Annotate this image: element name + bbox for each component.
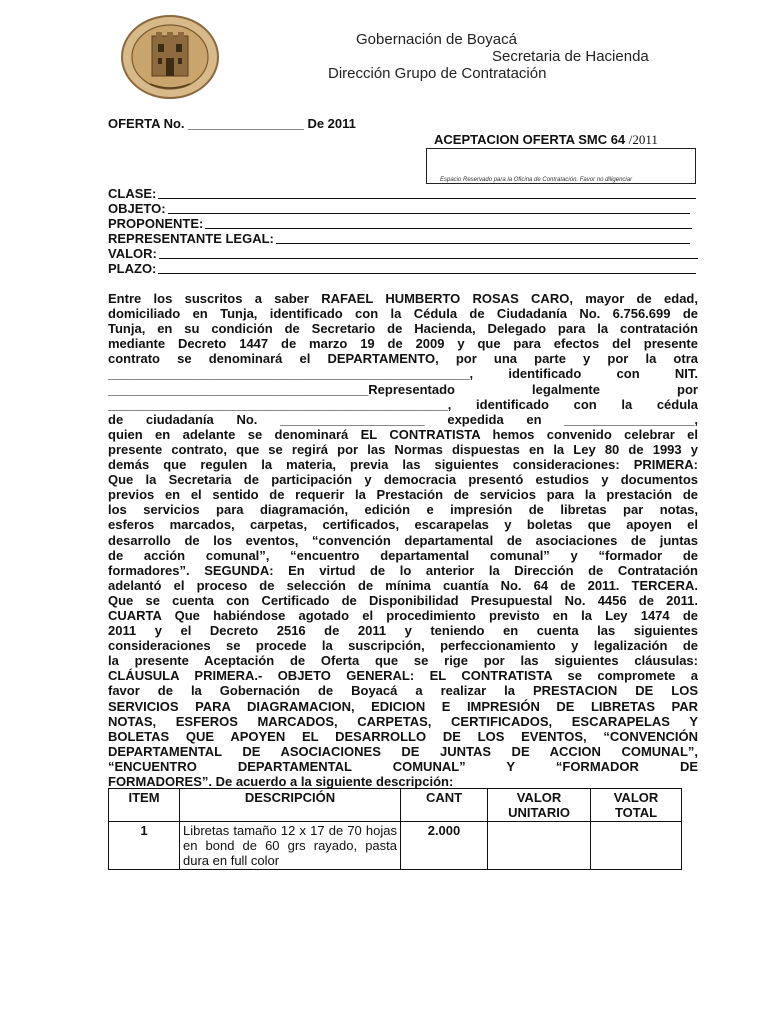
col-header-cant: CANT [401, 789, 488, 822]
body-line: FORMADORES”. De acuerdo a la siguiente descripción: [108, 774, 454, 789]
field-clase-line [158, 198, 696, 199]
body-line: mediante Decreto 1447 de marzo 19 de 2009 y que para efectos del presente [108, 336, 698, 352]
field-representante [108, 231, 690, 246]
col-header-valor-total: VALOR TOTAL [591, 789, 682, 822]
cell-descripcion: Libretas tamaño 12 x 17 de 70 hojas en bond de 60 grs rayado, pasta dura en full color [180, 822, 401, 870]
body-line: NOTAS, ESFEROS MARCADOS, CARPETAS, CERTIFICADOS, ESCARAPELAS Y [108, 713, 698, 729]
col-header-valor-unitario: VALOR UNITARIO [488, 789, 591, 822]
body-line: ____________________________________Representado legalmente por [108, 381, 698, 397]
field-objeto-label: OBJETO: [108, 201, 166, 216]
field-clase [108, 186, 696, 201]
field-plazo-label: PLAZO: [108, 261, 157, 276]
body-line: BOLETAS QUE APOYEN EL DESARROLLO DE LOS EVENTOS, “CONVENCIÓN [108, 728, 698, 744]
field-valor [108, 246, 698, 261]
gobernacion-seal-icon [120, 14, 220, 100]
body-line: demás que regulen la materia, previa las siguientes consideraciones: PRIMERA: [108, 457, 698, 473]
table-header-row [109, 789, 682, 822]
body-line: CUARTA Que habiéndose agotado el procedimiento previsto en la Ley 1474 de [108, 607, 698, 623]
field-valor-label: VALOR: [108, 246, 157, 261]
reserved-space-note: Espacio Reservado para la Oficina de Contratación. Favor no diligenciar [440, 177, 633, 183]
body-line: “ENCUENTRO DEPARTAMENTAL COMUNAL” Y “FORMADOR DE [108, 758, 698, 774]
body-line: SERVICIOS PARA DIAGRAMACION, EDICION E IMPRESIÓN DE LIBRETAS PAR [108, 698, 698, 714]
cell-cant: 2.000 [401, 822, 488, 870]
body-line: de ciudadanía No. ____________________ expedida en __________________, [108, 411, 698, 427]
body-line: esferos marcados, carpetas, certificados, escarapelas y boletas que apoyen el [108, 517, 698, 533]
cell-item: 1 [109, 822, 180, 870]
contract-body [108, 291, 698, 789]
body-line: CLÁUSULA PRIMERA.- OBJETO GENERAL: EL CONTRATISTA se compromete a [108, 668, 698, 684]
offer-number-line: OFERTA No. ________________ De 2011 [108, 116, 356, 131]
field-proponente-line [205, 228, 692, 229]
col-header-item: ITEM [109, 789, 180, 822]
body-line: Que la Secretaria de participación y democracia presentó estudios y documentos [108, 472, 698, 488]
body-line: _______________________________________________, identificado con la cédula [108, 396, 698, 412]
body-line: Tunja, en su condición de Secretario de Hacienda, Delegado para la contratación [108, 321, 698, 337]
header-secretaria: Secretaria de Hacienda [492, 48, 649, 65]
col-header-descripcion: DESCRIPCIÓN [180, 789, 401, 822]
field-plazo-line [158, 273, 696, 274]
header-direccion: Dirección Grupo de Contratación [328, 65, 547, 82]
body-line: desarrollo de los eventos, “convención departamental de asociaciones de juntas [108, 532, 698, 548]
field-proponente [108, 216, 692, 231]
cell-valor-unitario [488, 822, 591, 870]
header-gobernacion: Gobernación de Boyacá [356, 31, 517, 48]
body-line: consideraciones se procede la suscripción, perfeccionamiento y legalización de [108, 638, 698, 654]
body-line: domiciliado en Tunja, identificado con la Cédula de Ciudadanía No. 6.756.699 de [108, 306, 698, 322]
body-line: 2011 y el Decreto 2516 de 2011 y teniendo en cuenta las siguientes [108, 623, 698, 639]
items-table [108, 788, 682, 870]
body-line: quien en adelante se denominará EL CONTRATISTA hemos convenido celebrar el [108, 426, 698, 442]
body-line: presente contrato, que se regirá por las Normas dispuestas en la Ley 80 de 1993 y [108, 441, 698, 457]
table-row [109, 822, 682, 870]
acceptance-label: ACEPTACION OFERTA SMC 64 [434, 132, 626, 147]
body-line: previos en el sentido de requerir la Prestación de servicios para la prestación de [108, 487, 698, 503]
body-line: DEPARTAMENTAL DE ASOCIACIONES DE JUNTAS DE ACCION COMUNAL”, [108, 743, 698, 759]
field-objeto-line [168, 213, 690, 214]
body-line: formadores”. SEGUNDA: En virtud de lo anterior la Dirección de Contratación [108, 562, 698, 578]
field-representante-label: REPRESENTANTE LEGAL: [108, 231, 274, 246]
field-plazo [108, 261, 696, 276]
body-line: Entre los suscritos a saber RAFAEL HUMBERTO ROSAS CARO, mayor de edad, [108, 291, 698, 306]
body-line: adelantó el proceso de selección de mínima cuantía No. 64 de 2011. TERCERA. [108, 577, 698, 593]
field-proponente-label: PROPONENTE: [108, 216, 204, 231]
field-representante-line [276, 243, 690, 244]
body-line: de acción comunal”, “encuentro departamental comunal” y “formador de [108, 547, 698, 563]
field-objeto [108, 201, 690, 216]
field-clase-label: CLASE: [108, 186, 157, 201]
body-line: la presente Aceptación de Oferta que se rige por las siguientes cláusulas: [108, 653, 698, 669]
field-valor-line [159, 258, 698, 259]
body-line: contrato se denominará el DEPARTAMENTO, por una parte y por la otra [108, 351, 698, 367]
body-line: Que se cuenta con Certificado de Disponibilidad Presupuestal No. 4456 de 2011. [108, 592, 698, 608]
body-line: los servicios para diagramación, edición e impresión de libretas par notas, [108, 502, 698, 518]
acceptance-year: /2011 [628, 132, 658, 147]
acceptance-heading [434, 132, 658, 148]
body-line: __________________________________________________, identificado con NIT. [108, 366, 698, 382]
cell-valor-total [591, 822, 682, 870]
body-line: favor de la Gobernación de Boyacá a realizar la PRESTACION DE LOS [108, 683, 698, 699]
